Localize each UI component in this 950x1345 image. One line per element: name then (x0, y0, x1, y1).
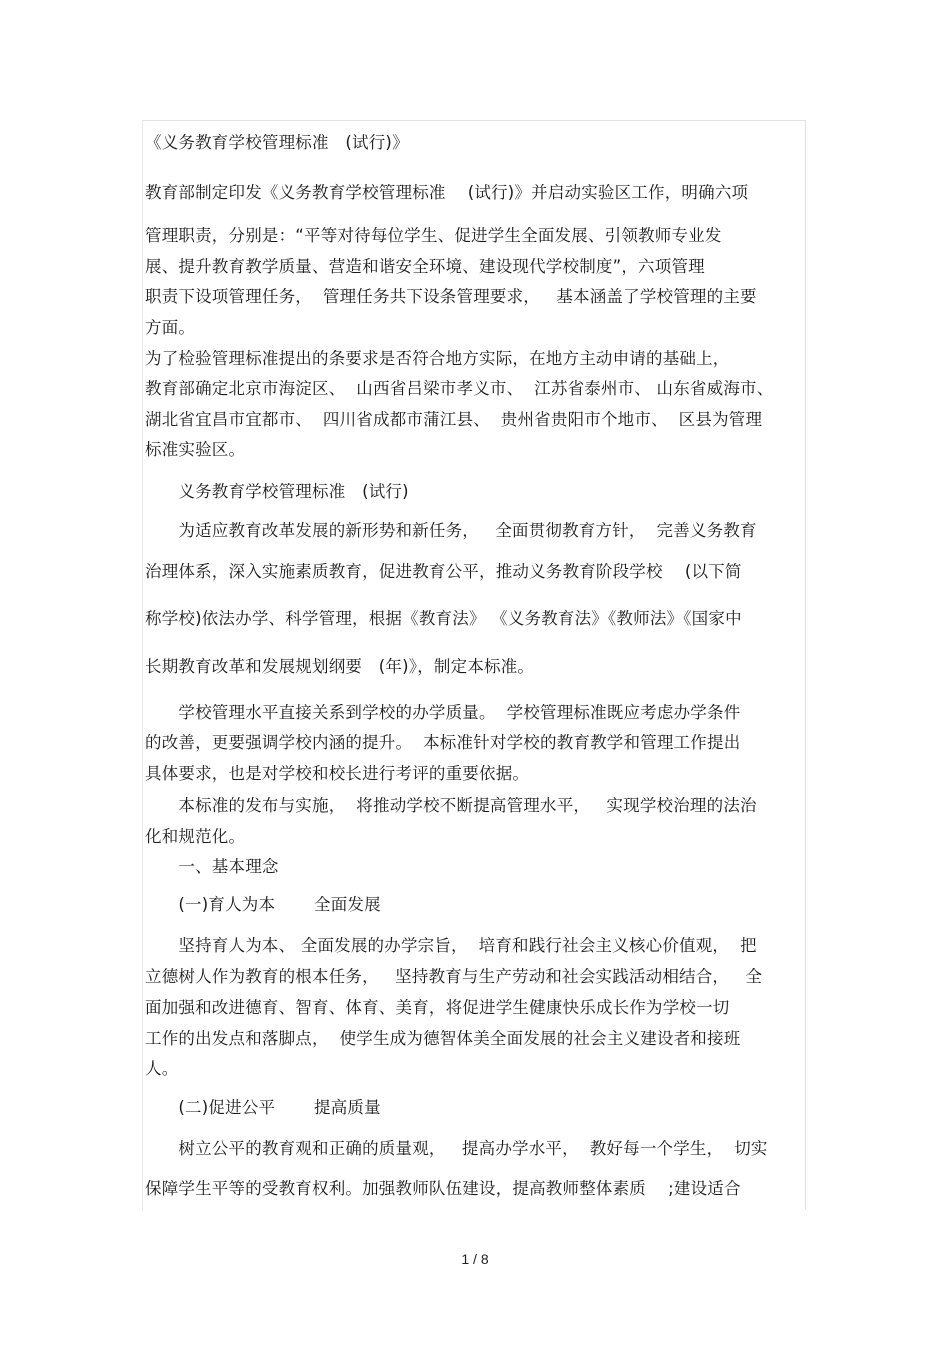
body-line: 教育部制定印发《义务教育学校管理标准 (试行)》并启动实验区工作，明确六项 (145, 183, 749, 202)
body-line: (二)促进公平 提高质量 (145, 1098, 381, 1117)
body-line: 保障学生平等的受教育权利。加强教师队伍建设，提高教师整体素质 ;建设适合 (145, 1179, 741, 1198)
body-line: 具体要求，也是对学校和校长进行考评的重要依据。 (145, 764, 530, 783)
body-line: 展、提升教育教学质量、营造和谐安全环境、建设现代学校制度”，六项管理 (145, 257, 705, 276)
body-line: 长期教育改革和发展规划纲要 (年)》，制定本标准。 (145, 657, 535, 676)
body-line: 职责下设项管理任务， 管理任务共下设条管理要求， 基本涵盖了学校管理的主要 (145, 287, 757, 306)
body-line: (一)育人为本 全面发展 (145, 895, 381, 914)
body-line: 义务教育学校管理标准 (试行) (145, 482, 409, 501)
body-line: 人。 (145, 1059, 179, 1078)
body-line: 教育部确定北京市海淀区、 山西省吕梁市孝义市、 江苏省泰州市、 山东省威海市、 (145, 379, 774, 398)
body-line: 称学校)依法办学、科学管理，根据《教育法》 《义务教育法》《教师法》《国家中 (145, 609, 742, 628)
body-line: 管理职责，分别是：“平等对待每位学生、促进学生全面发展、引领教师专业发 (145, 226, 722, 245)
document-title: 《义务教育学校管理标准 (试行)》 (145, 133, 409, 152)
body-line: 为了检验管理标准提出的条要求是否符合地方实际，在地方主动申请的基础上， (145, 349, 730, 368)
body-line: 工作的出发点和落脚点， 使学生成为德智体美全面发展的社会主义建设者和接班 (145, 1029, 741, 1048)
body-line: 立德树人作为教育的根本任务， 坚持教育与生产劳动和社会实践活动相结合， 全 (145, 967, 763, 986)
body-line: 化和规范化。 (145, 827, 246, 846)
body-line: 为适应教育改革发展的新形势和新任务， 全面贯彻教育方针， 完善义务教育 (145, 521, 757, 540)
body-line: 湖北省宜昌市宜都市、 四川省成都市蒲江县、 贵州省贵阳市个地市、 区县为管理 (145, 410, 763, 429)
body-line: 标准实验区。 (145, 440, 246, 459)
body-line: 方面。 (145, 318, 196, 337)
body-line: 一、基本理念 (145, 857, 279, 876)
body-line: 本标准的发布与实施， 将推动学校不断提高管理水平， 实现学校治理的法治 (145, 796, 757, 815)
body-line: 学校管理水平直接关系到学校的办学质量。 学校管理标准既应考虑办学条件 (145, 703, 741, 722)
page-number: 1 / 8 (461, 1251, 489, 1267)
body-line: 治理体系，深入实施素质教育，促进教育公平，推动义务教育阶段学校 (以下简 (145, 562, 742, 581)
body-line: 面加强和改进德育、智育、体育、美育，将促进学生健康快乐成长作为学校一切 (145, 998, 730, 1017)
body-line: 坚持育人为本、 全面发展的办学宗旨， 培育和践行社会主义核心价值观， 把 (145, 936, 757, 955)
body-line: 树立公平的教育观和正确的质量观， 提高办学水平， 教好每一个学生， 切实 (145, 1139, 768, 1158)
body-line: 的改善，更要强调学校内涵的提升。 本标准针对学校的教育教学和管理工作提出 (145, 733, 741, 752)
